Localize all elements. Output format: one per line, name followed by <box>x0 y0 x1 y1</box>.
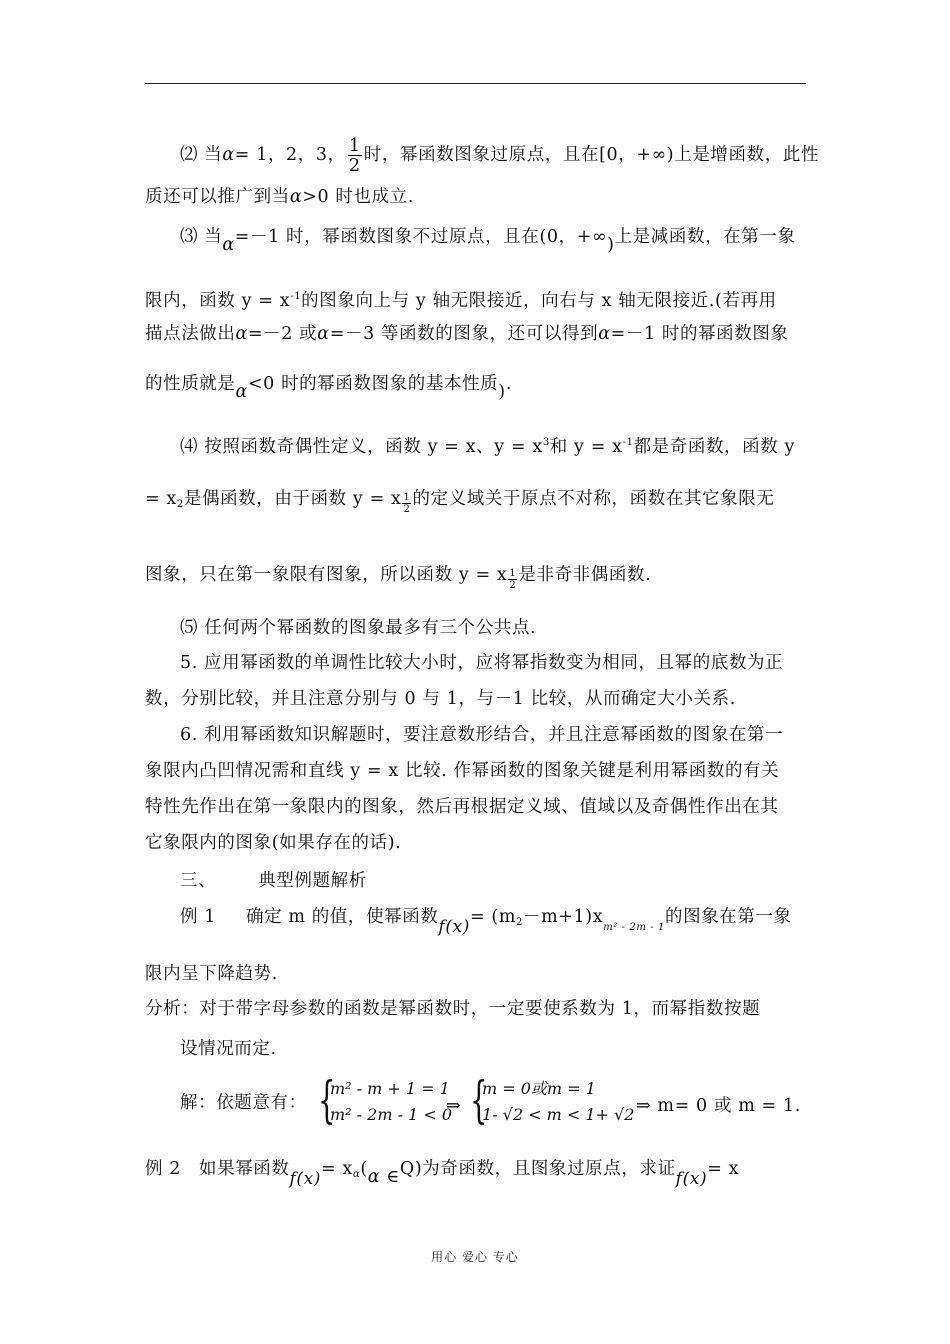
p3-line3-a: 描点法做出 <box>145 324 236 344</box>
section-number: 三、 <box>180 871 217 891</box>
exponent: m² - 2m - 1 <box>603 922 665 933</box>
subscript-alpha: α <box>352 1169 361 1180</box>
function-fx: f(x) <box>675 1169 708 1189</box>
p4-line1-b: 和 y = x <box>549 437 623 457</box>
ex2-text-d: Q)为奇函数，且图象过原点，求证 <box>399 1159 676 1179</box>
p2-line1 <box>180 136 819 175</box>
system2-row1: m = 0或m = 1 <box>482 1079 596 1098</box>
function-fx: f(x) <box>438 917 470 937</box>
subscript: 2 <box>176 499 184 510</box>
p4-line1-a: ⑷ 按照函数奇偶性定义，函数 y = x、y = x <box>180 437 543 457</box>
p2-text-b: = 1，2，3， <box>234 145 346 165</box>
p3-text-d: 上是减函数，在第一象 <box>614 227 796 247</box>
alpha-in-symbol: α ∈ <box>367 1167 400 1187</box>
p3-line4-a: 的性质就是 <box>145 374 236 394</box>
ex2-text-b: = x <box>321 1159 353 1179</box>
superscript: -1 <box>290 291 302 302</box>
superscript: -1 <box>622 437 634 448</box>
p3-line4-d: . <box>505 374 512 394</box>
left-brace: { <box>318 1071 336 1129</box>
section-heading <box>180 869 367 893</box>
section-title: 典型例题解析 <box>258 871 367 891</box>
p3-line3-b: =－2 或 <box>247 324 318 344</box>
system1-row2: m² - 2m - 1 < 0 <box>330 1105 453 1124</box>
p3-line4 <box>145 372 512 404</box>
frac-denominator: 2 <box>403 504 411 515</box>
example1-line1 <box>180 905 792 940</box>
p4-line2 <box>145 487 774 517</box>
ex1-text-b: = (m <box>469 907 517 927</box>
system1 <box>330 1078 452 1126</box>
item6-line2: 象限内凸凹情况需和直线 y = x 比较. 作幂函数的图象关键是利用幂函数的有关 <box>145 761 780 781</box>
system2-row2: 1- √2 < m < 1+ √2 <box>482 1105 635 1124</box>
p4-line1 <box>180 431 795 459</box>
analysis-line1: 分析：对于带字母参数的函数是幂函数时，一定要使系数为 1，而幂指数按题 <box>145 999 761 1019</box>
alpha-symbol: α <box>289 187 303 207</box>
example1-line2: 限内呈下降趋势. <box>145 964 278 984</box>
superscript: 3 <box>542 437 550 448</box>
ex2-text-e: = x <box>707 1159 740 1179</box>
p4-line1-c: 都是奇函数，函数 y <box>633 437 796 457</box>
p3-line4-b: <0 时的幂函数图象的基本性质 <box>247 374 499 394</box>
alpha-symbol: α <box>222 145 235 165</box>
p4-line2-c: 的定义域关于原点不对称，函数在其它象限无 <box>412 489 775 509</box>
p3-line2 <box>145 285 777 313</box>
item6-line1: 6. 利用幂函数知识解题时，要注意数形结合，并且注意幂函数的图象在第一 <box>180 725 784 745</box>
ex1-text-d: 的图象在第一象 <box>664 907 792 927</box>
alpha-symbol: α <box>235 324 248 344</box>
item6-line4: 它象限内的图象(如果存在的话). <box>145 833 402 853</box>
p3-text-a: ⑶ 当 <box>180 227 223 247</box>
p2-text-a: ⑵ 当 <box>180 145 223 165</box>
system2 <box>482 1078 634 1126</box>
p4-line3-b: 是非奇非偶函数. <box>518 565 652 585</box>
p3-line3-c: =－3 等函数的图象，还可以得到 <box>329 324 599 344</box>
function-fx: f(x) <box>289 1169 322 1189</box>
p4-line3-a: 图象，只在第一象限有图象，所以函数 y = x <box>145 565 508 585</box>
p5-line: ⑸ 任何两个幂函数的图象最多有三个公共点. <box>180 618 537 638</box>
fraction-one-half <box>348 136 362 175</box>
p3-line3 <box>145 322 789 346</box>
ex2-text-a: 如果幂函数 <box>199 1159 290 1179</box>
paren-close: ) <box>607 235 615 255</box>
p4-line3 <box>145 563 651 591</box>
implies-arrow: ⇒ <box>446 1096 462 1116</box>
frac-numerator: 1 <box>403 492 411 503</box>
alpha-symbol: α <box>222 235 235 255</box>
alpha-symbol: α <box>598 324 611 344</box>
page-footer: 用心 爱心 专心 <box>431 1250 519 1264</box>
example-label: 例 2 <box>145 1159 181 1179</box>
solution-label: 解：依题意有： <box>180 1093 307 1113</box>
ex1-text-a: 确定 m 的值，使幂函数 <box>246 907 439 927</box>
frac-numerator: 1 <box>348 135 361 156</box>
item5-line2: 数，分别比较，并且注意分别与 0 与 1，与－1 比较，从而确定大小关系. <box>145 689 736 709</box>
p2-line2-a: 质还可以推广到当 <box>145 187 290 207</box>
frac-denominator: 2 <box>509 580 517 591</box>
paren-close: ) <box>498 382 506 402</box>
system1-row1: m² - m + 1 = 1 <box>330 1079 450 1098</box>
alpha-symbol: α <box>317 324 330 344</box>
ex1-text-c: －m+1)x <box>523 907 604 927</box>
item5-line1: 5. 应用幂函数的单调性比较大小时，应将幂指数变为相同，且幂的底数为正 <box>180 653 784 673</box>
p3-line3-d: =－1 时的幂函数图象 <box>610 324 789 344</box>
solution-result: ⇒ m= 0 或 m = 1. <box>636 1096 801 1116</box>
alpha-symbol: α <box>235 382 248 402</box>
example-label: 例 1 <box>180 907 216 927</box>
p2-line2-b: >0 时也成立. <box>302 187 414 207</box>
frac-denominator: 2 <box>348 155 361 176</box>
p4-line2-a: = x <box>145 489 177 509</box>
p3-text-b: =－1 时，幂函数图象不过原点，且在(0，+∞ <box>234 227 608 247</box>
left-brace: { <box>470 1071 488 1129</box>
analysis-line2: 设情况而定. <box>180 1039 277 1059</box>
p2-line2 <box>145 185 414 209</box>
p2-text-c: 时，幂函数图象过原点，且在[0，+∞)上是增函数，此性 <box>363 145 820 165</box>
ex2-text-c: ( <box>360 1159 368 1179</box>
example2-line1 <box>145 1157 739 1191</box>
subscript: 2 <box>516 917 523 928</box>
p3-line1 <box>180 225 796 257</box>
p4-line2-b: 是偶函数，由于函数 y = x <box>183 489 402 509</box>
exponent-one-half <box>508 568 517 591</box>
item6-line3: 特性先作出在第一象限内的图象，然后再根据定义域、值域以及奇偶性作出在其 <box>145 797 779 817</box>
p3-line2-b: 的图象向上与 y 轴无限接近，向右与 x 轴无限接近.(若再用 <box>301 291 777 311</box>
p3-line2-a: 限内，函数 y = x <box>145 291 291 311</box>
header-rule <box>145 83 806 84</box>
frac-numerator: 1 <box>509 568 517 579</box>
exponent-one-half <box>402 492 411 515</box>
